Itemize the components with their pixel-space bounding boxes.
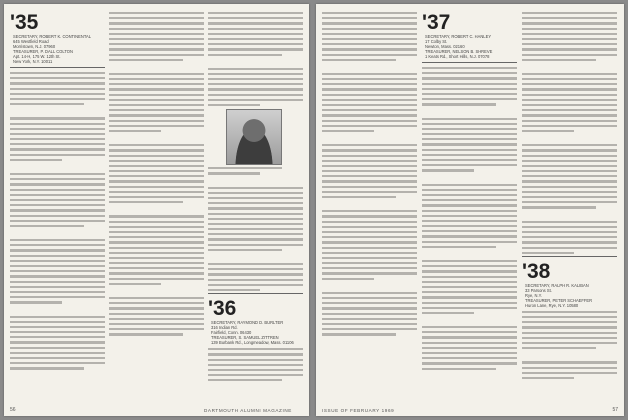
divider [522,256,617,257]
class-year: '35 [10,11,39,34]
officer-line: SECRETARY, ROBERT K. CONTINENTAL [13,34,92,39]
photo-caption [208,167,303,291]
divider [422,62,517,63]
officer-line: Apt. 14-H, 175 W. 12th St. [13,54,61,59]
officer-line: TREASURER, P. DALL COLTON [13,49,73,54]
left-column-3 [208,12,303,381]
body-text-block [522,311,617,379]
class-year: '38 [522,259,551,283]
body-text-block [422,67,517,370]
officer-line: Morristown, N.J. 07960 [13,44,56,49]
officer-line: 17 Colby St. [425,39,448,44]
officer-line: Rye, N.Y. [525,292,542,298]
right-column-1 [322,12,417,336]
officer-line: SECRETARY, ROBERT C. HANLEY [425,34,492,39]
class-year: '37 [422,11,451,34]
class-officers [211,320,294,345]
right-column-2 [422,12,517,370]
body-text-block [208,348,303,381]
officer-line: TREASURER, S. SAMUEL ZITTREN [211,335,279,341]
class-35-header [10,12,105,64]
body-text-block [322,12,417,336]
page-number: 56 [10,407,16,413]
class-38-header [522,261,617,308]
officer-line: 33 Parsons St. [525,287,552,293]
left-column-2 [109,12,204,336]
officer-line: 316 Indian Rd. [211,325,238,331]
page-number: 57 [612,407,618,413]
issue-footer: ISSUE OF FEBRUARY 1969 [322,408,395,413]
body-text-block [109,12,204,336]
body-text-block [10,72,105,370]
portrait-photo [226,109,282,165]
officer-line: SECRETARY, RALPH R. KALIBAN [525,282,589,288]
class-officers [13,34,91,64]
body-text-block [208,12,303,106]
officer-line: Fairfield, Conn. 06430 [211,330,252,336]
officer-line: SECRETARY, RAYMOND D. BURLTER [211,320,284,326]
class-officers [425,34,492,59]
class-36-header [208,298,303,345]
officer-line: TREASURER, NELSON B. SHREVE [425,49,493,54]
officer-line: 645 Westfield Road [13,39,49,44]
right-column-3 [522,12,617,379]
left-column-1 [10,12,105,370]
left-page [4,4,309,416]
officer-line: Huron Lane, Rye, N.Y. 10580 [525,302,579,308]
class-officers [525,283,592,308]
divider [208,293,303,294]
officer-line: Newton, Mass. 02160 [425,44,465,49]
officer-line: 1 Keats Rd., Short Hills, N.J. 07078 [425,54,490,59]
divider [10,67,105,68]
officer-line: 139 Burbank Rd., Longmeadow, Mass. 01106 [211,340,294,346]
class-37-header [422,12,517,59]
magazine-footer: DARTMOUTH ALUMNI MAGAZINE [204,408,292,413]
officer-line: TREASURER, PETER SCHAEFFER [525,297,593,303]
class-year: '36 [208,297,237,321]
right-page [316,4,624,416]
body-text-block [522,12,617,254]
officer-line: New York, N.Y. 10011 [13,59,53,64]
